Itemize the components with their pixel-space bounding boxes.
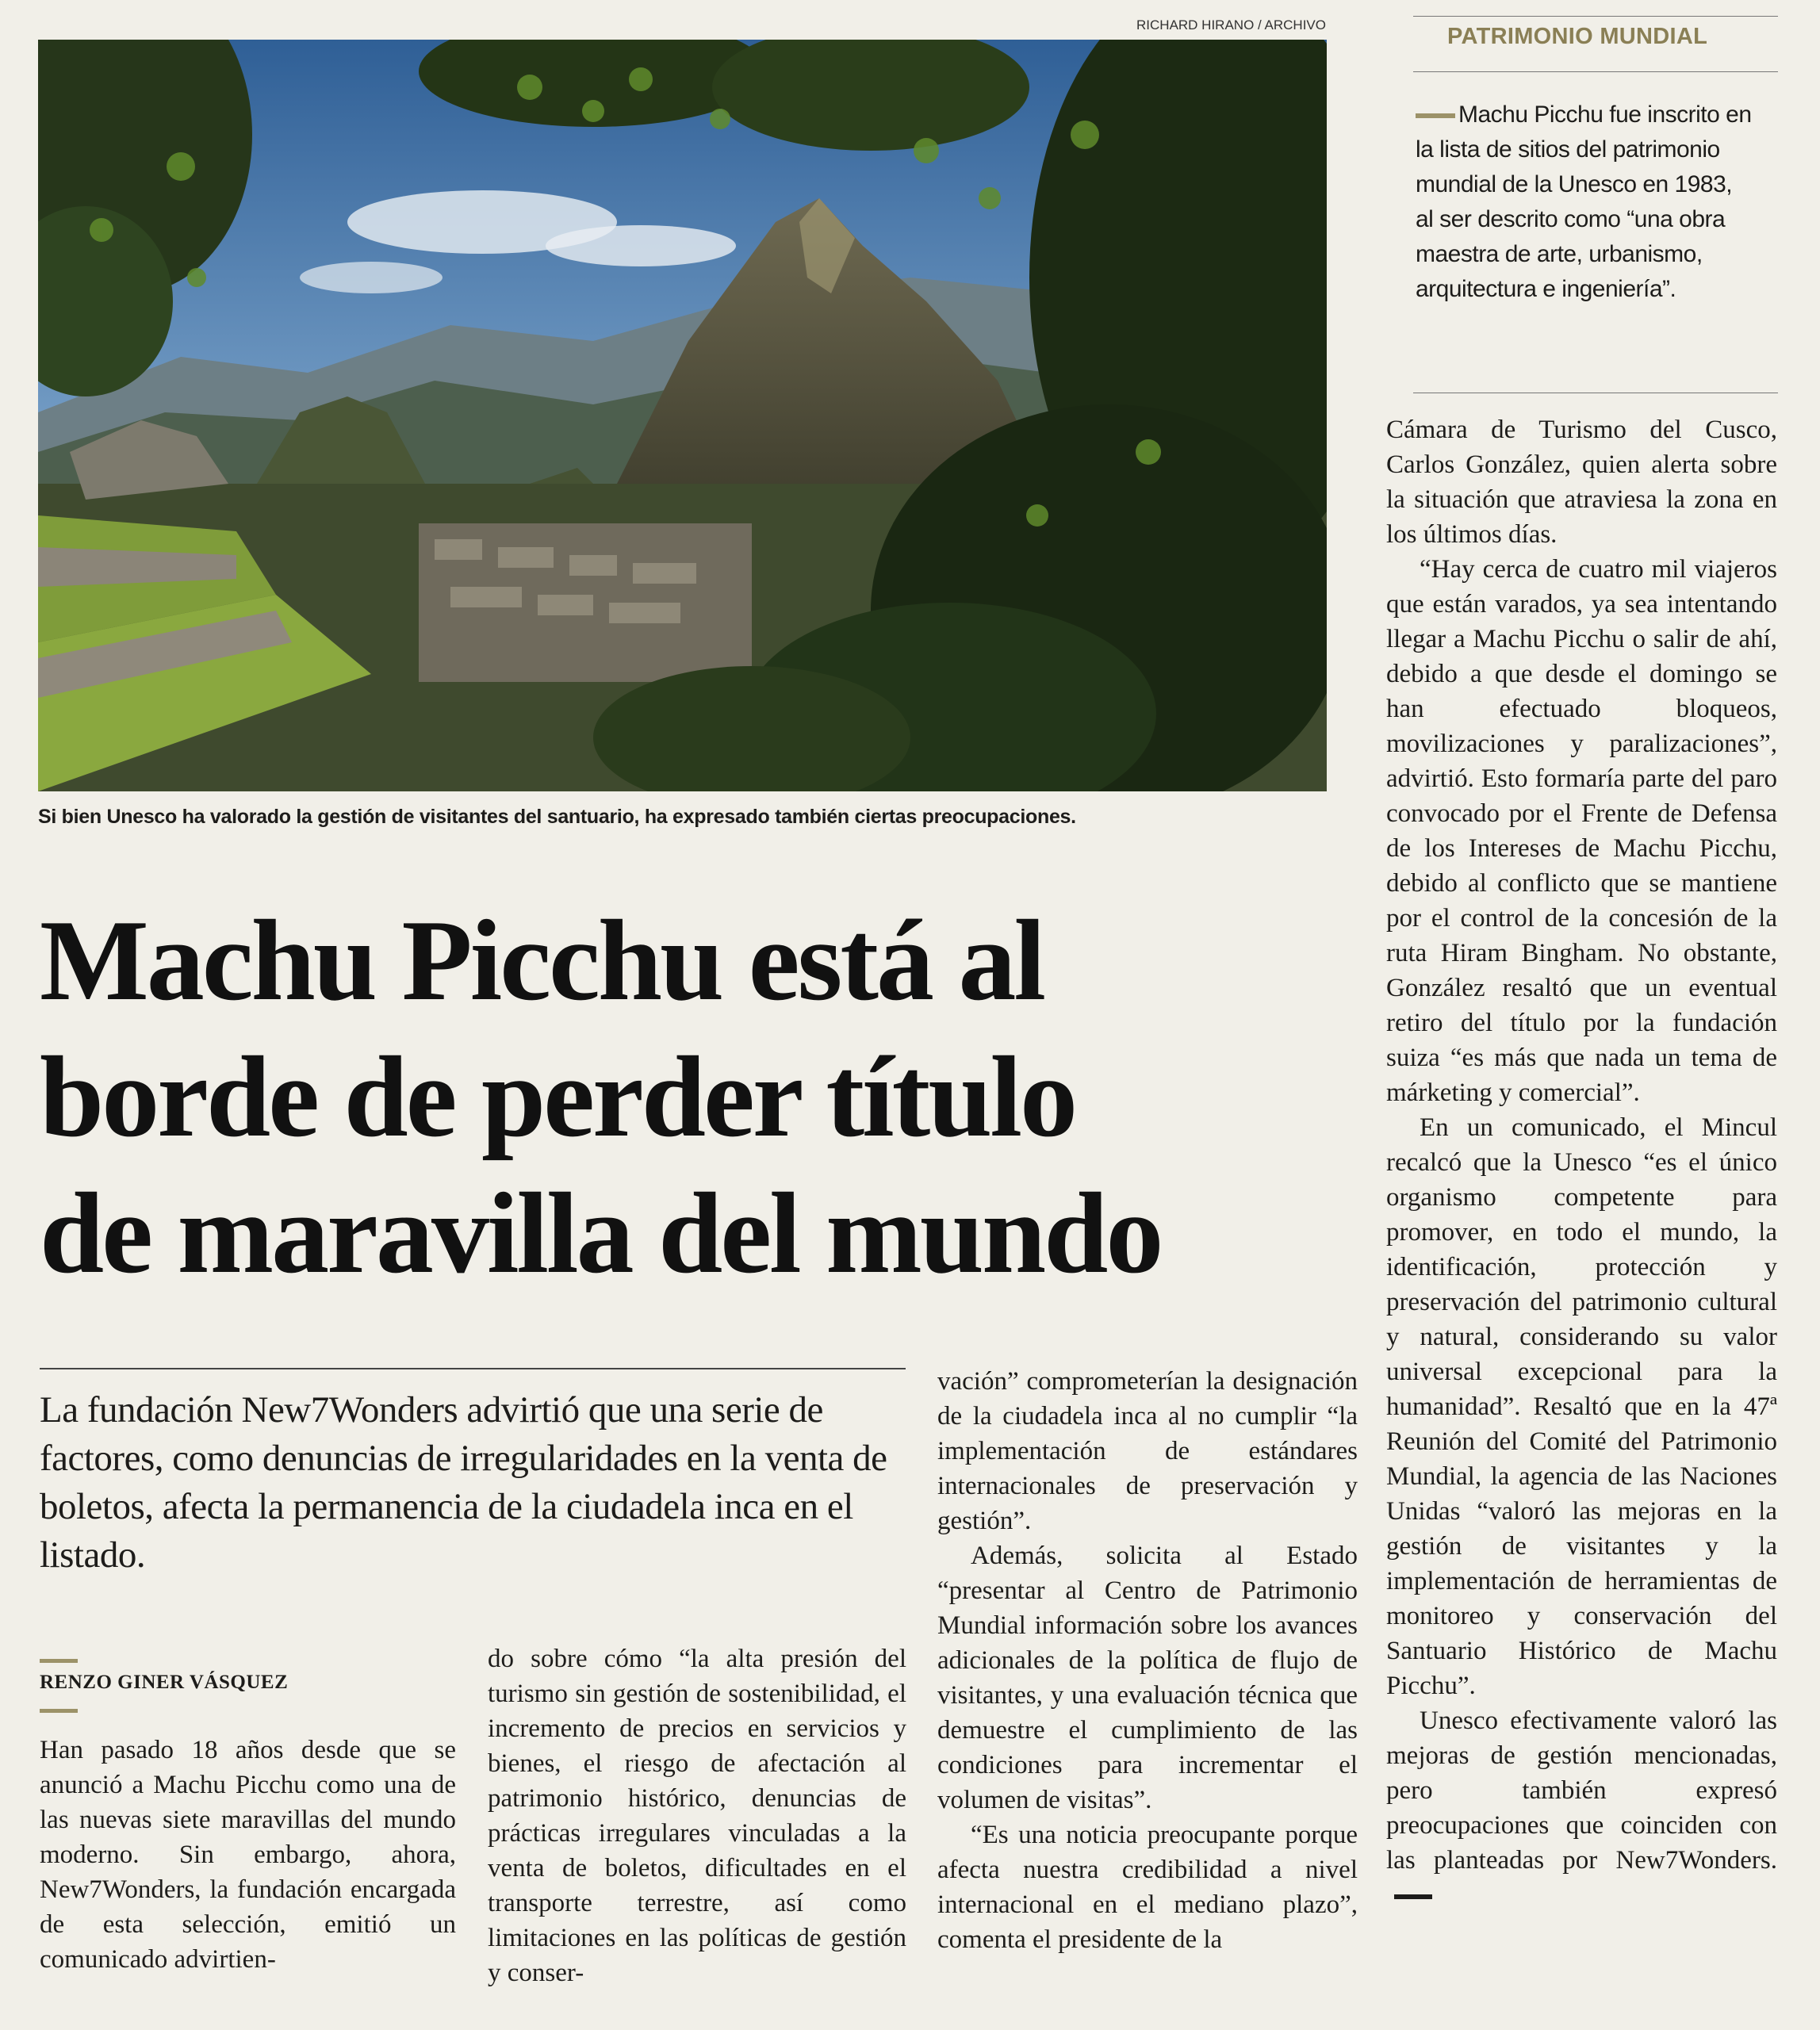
headline-line-1: Machu Picchu está al (40, 896, 1044, 1025)
body-paragraph-final (1386, 1703, 1777, 1913)
headline-line-2: borde de perder título (40, 1032, 1076, 1161)
body-paragraph: Cámara de Turismo del Cusco, Carlos González, quien alerta sobre la situación que atraviesa la zona en los últimos días. (1386, 416, 1777, 549)
photo-illustration (38, 40, 1327, 791)
byline-dash-bottom (40, 1709, 78, 1713)
machu-picchu-photo (38, 40, 1327, 791)
body-paragraph-text: Unesco efectivamente valoró las mejoras de gestión mencionadas, pero también expresó preocupaciones que coinciden con las planteadas por New7Wonders. (1386, 1706, 1777, 1875)
sidebar-title-rule (1413, 71, 1778, 72)
headline (40, 892, 1340, 1301)
body-column-3 (937, 1364, 1358, 1957)
byline-dash-top (40, 1659, 78, 1663)
body-column-1 (40, 1733, 456, 1977)
body-paragraph: “Hay cerca de cuatro mil viajeros que están varados, ya sea intentando llegar a Machu Picchu o salir de ahí, debido a que desde el domingo se han efectuado bloqueos, movilizaciones y paralizaciones”, advirtió. Esto formaría parte del paro convocado por el Frente de Defensa de los Intereses de Machu Picchu, debido al conflicto que se mantiene por el control de la concesión de la ruta Hiram Bingham. No obstante, González resaltó que un eventual retiro del título por la fundación suiza “es más que nada un tema de márketing y comercial”. (1386, 555, 1777, 1107)
end-mark (1394, 1894, 1432, 1899)
photo-caption: Si bien Unesco ha valorado la gestión de visitantes del santuario, ha expresado también ciertas preocupaciones. (38, 806, 1076, 828)
headline-line-3: de maravilla del mundo (40, 1169, 1162, 1297)
sidebar-dash (1416, 113, 1455, 118)
body-paragraph: “Es una noticia preocupante porque afecta nuestra credibilidad a nivel internacional en el mediano plazo”, comenta el presidente de la (937, 1821, 1358, 1954)
body-column-2 (488, 1641, 906, 1990)
body-paragraph: Además, solicita al Estado “presentar al Centro de Patrimonio Mundial información sobre los avances adicionales de la política de flujo de visitantes, y una evaluación técnica que demuestre el cumplimiento de las condiciones para incrementar el volumen de visitas”. (937, 1542, 1358, 1814)
photo-credit: RICHARD HIRANO / ARCHIVO (1136, 17, 1326, 33)
sidebar-title: PATRIMONIO MUNDIAL (1447, 24, 1708, 49)
sidebar-top-rule (1413, 16, 1778, 17)
lede: La fundación New7Wonders advirtió que una serie de factores, como denuncias de irregularidades en la venta de boletos, afecta la permanencia de la ciudadela inca en el listado. (40, 1389, 887, 1576)
sidebar-text-body: Machu Picchu fue inscrito en la lista de sitios del patrimonio mundial de la Unesco en 1983, al ser descrito como “una obra maestra de arte, urbanismo, arquitectura e ingeniería”. (1416, 102, 1752, 302)
body-paragraph: do sobre cómo “la alta presión del turismo sin gestión de sostenibilidad, el incremento de precios en servicios y bienes, el riesgo de afectación al patrimonio histórico, denuncias de prácticas irregulares vinculadas a la venta de boletos, dificultades en el transporte terrestre, así como limitaciones en las políticas de gestión y conser- (488, 1645, 906, 1987)
lede-rule (40, 1368, 906, 1369)
body-paragraph: vación” comprometerían la designación de la ciudadela inca al no cumplir “la implementación de estándares internacionales de preservación y gestión”. (937, 1367, 1358, 1535)
body-paragraph: En un comunicado, el Mincul recalcó que la Unesco “es el único organismo competente para promover, en todo el mundo, la identificación, protección y preservación del patrimonio cultural y natural, considerando su valor universal excepcional para la humanidad”. Resaltó que en la 47ª Reunión del Comité del Patrimonio Mundial, la agencia de las Naciones Unidas “valoró las mejoras en la gestión de visitantes y la implementación de herramientas de monitoreo y conservación del Santuario Histórico de Machu Picchu”. (1386, 1113, 1777, 1700)
body-paragraph: Han pasado 18 años desde que se anunció a Machu Picchu como una de las nuevas siete maravillas del mundo moderno. Sin embargo, ahora, New7Wonders, la fundación encargada de esta selección, emitió un comunicado advirtien- (40, 1736, 456, 1974)
byline: RENZO GINER VÁSQUEZ (40, 1672, 289, 1693)
body-column-4 (1386, 412, 1777, 1913)
sidebar-text (1416, 98, 1753, 307)
